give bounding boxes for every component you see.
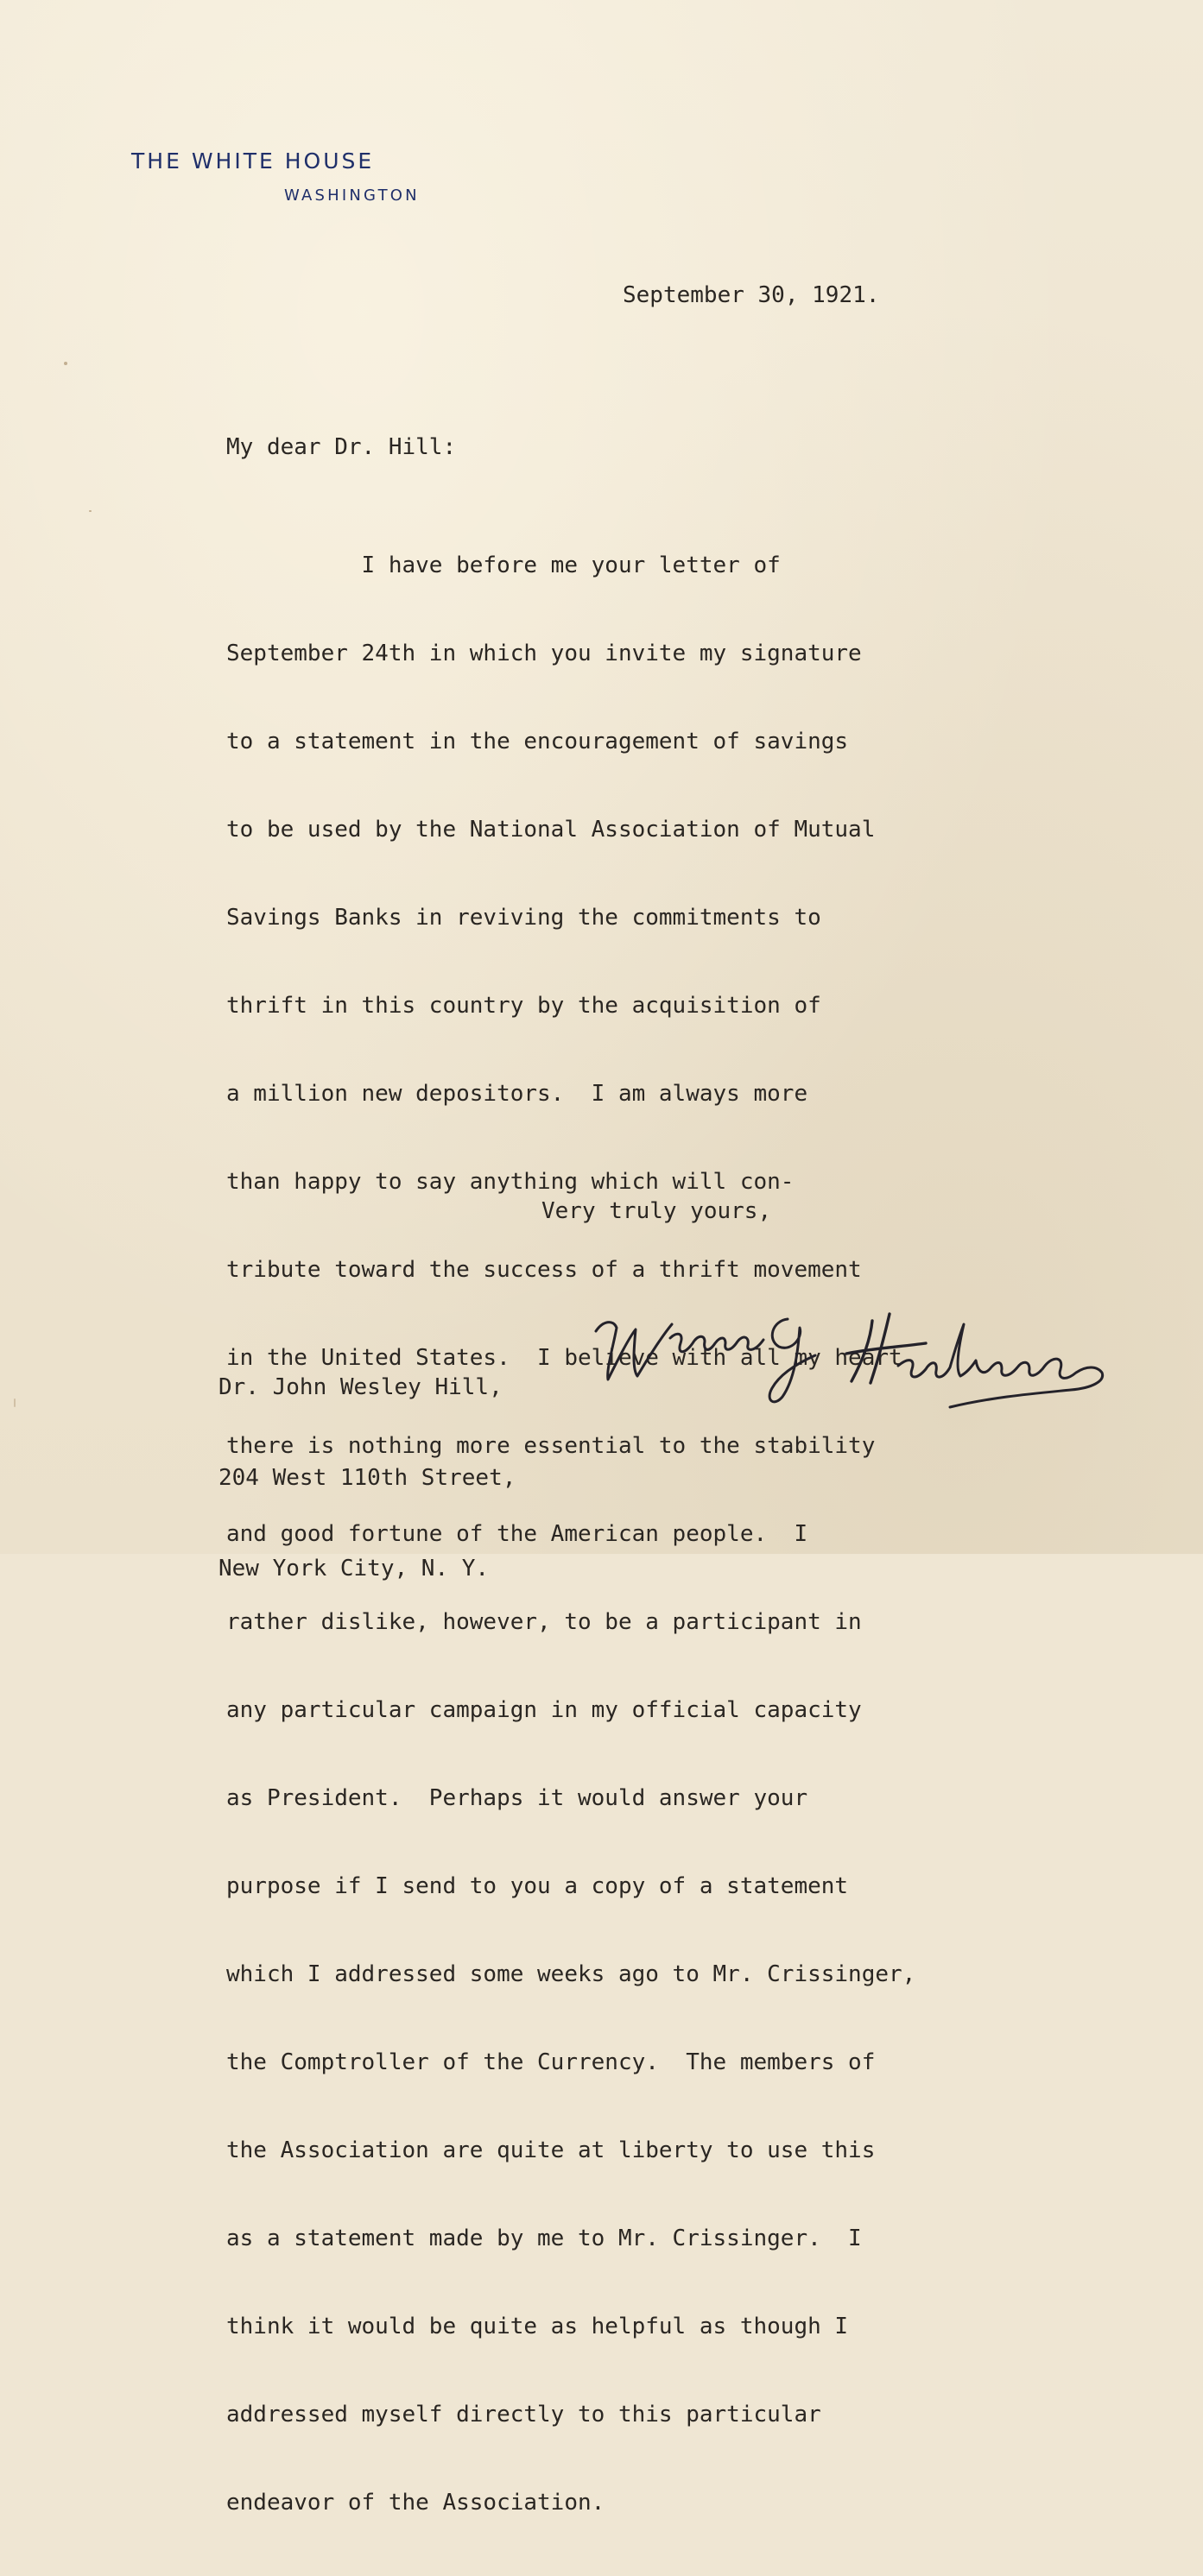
body-line: purpose if I send to you a copy of a statement: [226, 1873, 849, 1899]
body-line: thrift in this country by the acquisition of: [226, 993, 821, 1019]
body-line: the Association are quite at liberty to use this: [226, 2137, 876, 2163]
body-line: the Comptroller of the Currency. The members of: [226, 2049, 876, 2075]
body-line: than happy to say anything which will con-: [226, 1169, 795, 1195]
salutation: My dear Dr. Hill:: [226, 434, 457, 460]
body-line: Savings Banks in reviving the commitments to: [226, 905, 821, 931]
signature-stroke: [846, 1314, 926, 1383]
paper-speck: [89, 510, 92, 512]
body-line: endeavor of the Association.: [226, 2490, 605, 2516]
signature: [587, 1286, 1140, 1416]
body-line: think it would be quite as helpful as though I: [226, 2314, 849, 2339]
recipient-city: New York City, N. Y.: [218, 1556, 490, 1582]
letterhead-city: WASHINGTON: [284, 186, 420, 205]
body-line: in the United States. I believe with all my heart: [226, 1345, 902, 1371]
recipient-street: 204 West 110th Street,: [218, 1465, 516, 1491]
body-line: addressed myself directly to this particular: [226, 2402, 821, 2428]
body-line: there is nothing more essential to the stability: [226, 1433, 876, 1459]
paper-speck: [14, 1398, 16, 1407]
signature-stroke: [596, 1323, 672, 1380]
body-line: to be used by the National Association of Mutual: [226, 817, 876, 843]
body-line: tribute toward the success of a thrift movement: [226, 1257, 862, 1283]
body-line: as President. Perhaps it would answer your: [226, 1785, 808, 1811]
closing: Very truly yours,: [541, 1198, 772, 1224]
body-line: I have before me your letter of: [226, 552, 781, 578]
body-line: rather dislike, however, to be a participant in: [226, 1609, 862, 1635]
letterhead-title: THE WHITE HOUSE: [131, 148, 375, 174]
body-line: a million new depositors. I am always more: [226, 1081, 808, 1107]
body-line: as a statement made by me to Mr. Crissinger. I: [226, 2226, 862, 2251]
recipient-address: [218, 1312, 516, 1645]
signature-strokes: [587, 1286, 1140, 1416]
body-line: and good fortune of the American people. I: [226, 1521, 808, 1547]
body-line: to a statement in the encouragement of savings: [226, 729, 849, 754]
letter-date: September 30, 1921.: [623, 282, 880, 308]
signature-stroke: [670, 1334, 763, 1352]
signature-stroke: [898, 1324, 1103, 1407]
body-line: any particular campaign in my official capacity: [226, 1697, 862, 1723]
signature-stroke: [769, 1319, 815, 1402]
recipient-name: Dr. John Wesley Hill,: [218, 1374, 503, 1400]
body-line: September 24th in which you invite my signature: [226, 641, 862, 666]
body-line: which I addressed some weeks ago to Mr. Crissinger,: [226, 1961, 916, 1987]
paper-speck: [64, 362, 67, 365]
